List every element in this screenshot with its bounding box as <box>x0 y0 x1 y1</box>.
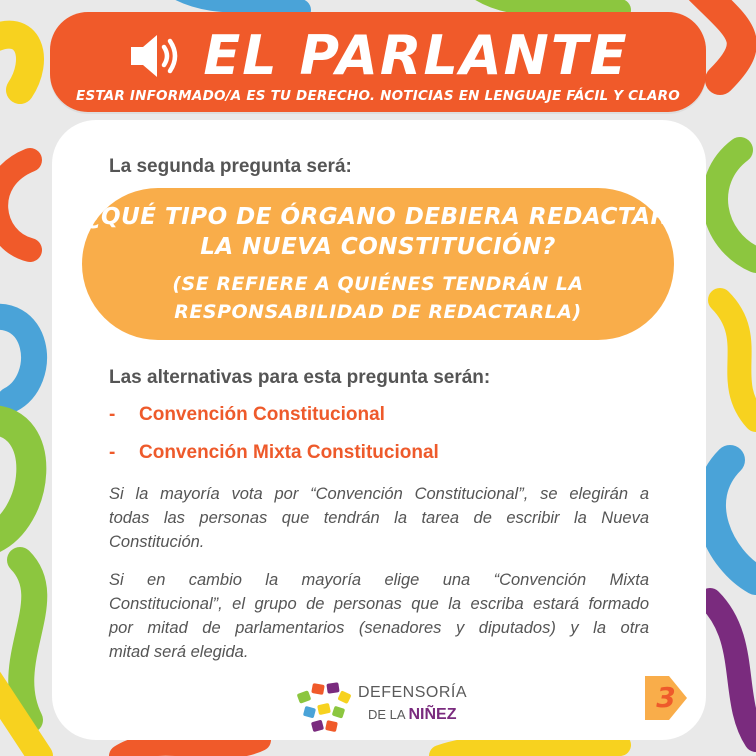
page-title: EL PARLANTE <box>203 24 629 87</box>
defensoria-logo-mark-icon <box>296 680 352 736</box>
list-dash: - <box>109 404 116 425</box>
header-title-row <box>50 26 706 86</box>
paragraph-line: Constitucional”, el grupo de personas que la escriba estará formado <box>109 595 649 613</box>
question-line-2: LA NUEVA CONSTITUCIÓN? <box>200 234 556 260</box>
header-banner <box>50 12 706 112</box>
question-line-1: ¿QUÉ TIPO DE ÓRGANO DEBIERA REDACTAR <box>87 204 669 230</box>
logo-text-line-1: DEFENSORÍA <box>358 684 468 701</box>
explanation-paragraph-2 <box>109 568 649 664</box>
page-number: 3 <box>656 681 676 714</box>
logo-text-word: NIÑEZ <box>408 706 457 723</box>
paragraph-line: Si en cambio la mayoría elige una “Convención Mixta <box>109 571 649 589</box>
paragraph-line: Si la mayoría vota por “Convención Constitucional”, se elegirán a <box>109 485 649 503</box>
question-note-line-1: (SE REFIERE A QUIÉNES TENDRÁN LA <box>172 273 584 295</box>
question-note-line-2: RESPONSABILIDAD DE REDACTARLA) <box>174 301 582 323</box>
list-dash: - <box>109 442 116 463</box>
alternatives-title: Las alternativas para esta pregunta serán: <box>109 367 491 388</box>
question-pill <box>82 188 674 340</box>
explanation-paragraph-1 <box>109 482 649 554</box>
paragraph-line: mitad será elegida. <box>109 643 249 661</box>
question-text <box>82 188 674 262</box>
defensoria-logo <box>296 678 476 738</box>
speaker-icon <box>127 29 185 83</box>
alternative-item <box>109 404 385 426</box>
logo-text-prefix: DE LA <box>368 707 405 722</box>
paragraph-line: por mitad de parlamentarios (senadores y diputados) y la otra <box>109 619 649 637</box>
alternative-label: Convención Mixta Constitucional <box>139 442 439 463</box>
alternative-item <box>109 442 439 464</box>
alternative-label: Convención Constitucional <box>139 404 385 425</box>
paragraph-line: Constitución. <box>109 533 205 551</box>
paragraph-line: todas las personas que tendrán la tarea de escribir la Nueva <box>109 509 649 527</box>
question-note <box>82 270 674 326</box>
logo-text-line-2 <box>368 706 456 724</box>
header-subtitle: ESTAR INFORMADO/A ES TU DERECHO. NOTICIAS EN LENGUAJE FÁCIL Y CLARO <box>76 88 680 104</box>
lead-text: La segunda pregunta será: <box>109 156 352 177</box>
content-card <box>52 120 706 740</box>
